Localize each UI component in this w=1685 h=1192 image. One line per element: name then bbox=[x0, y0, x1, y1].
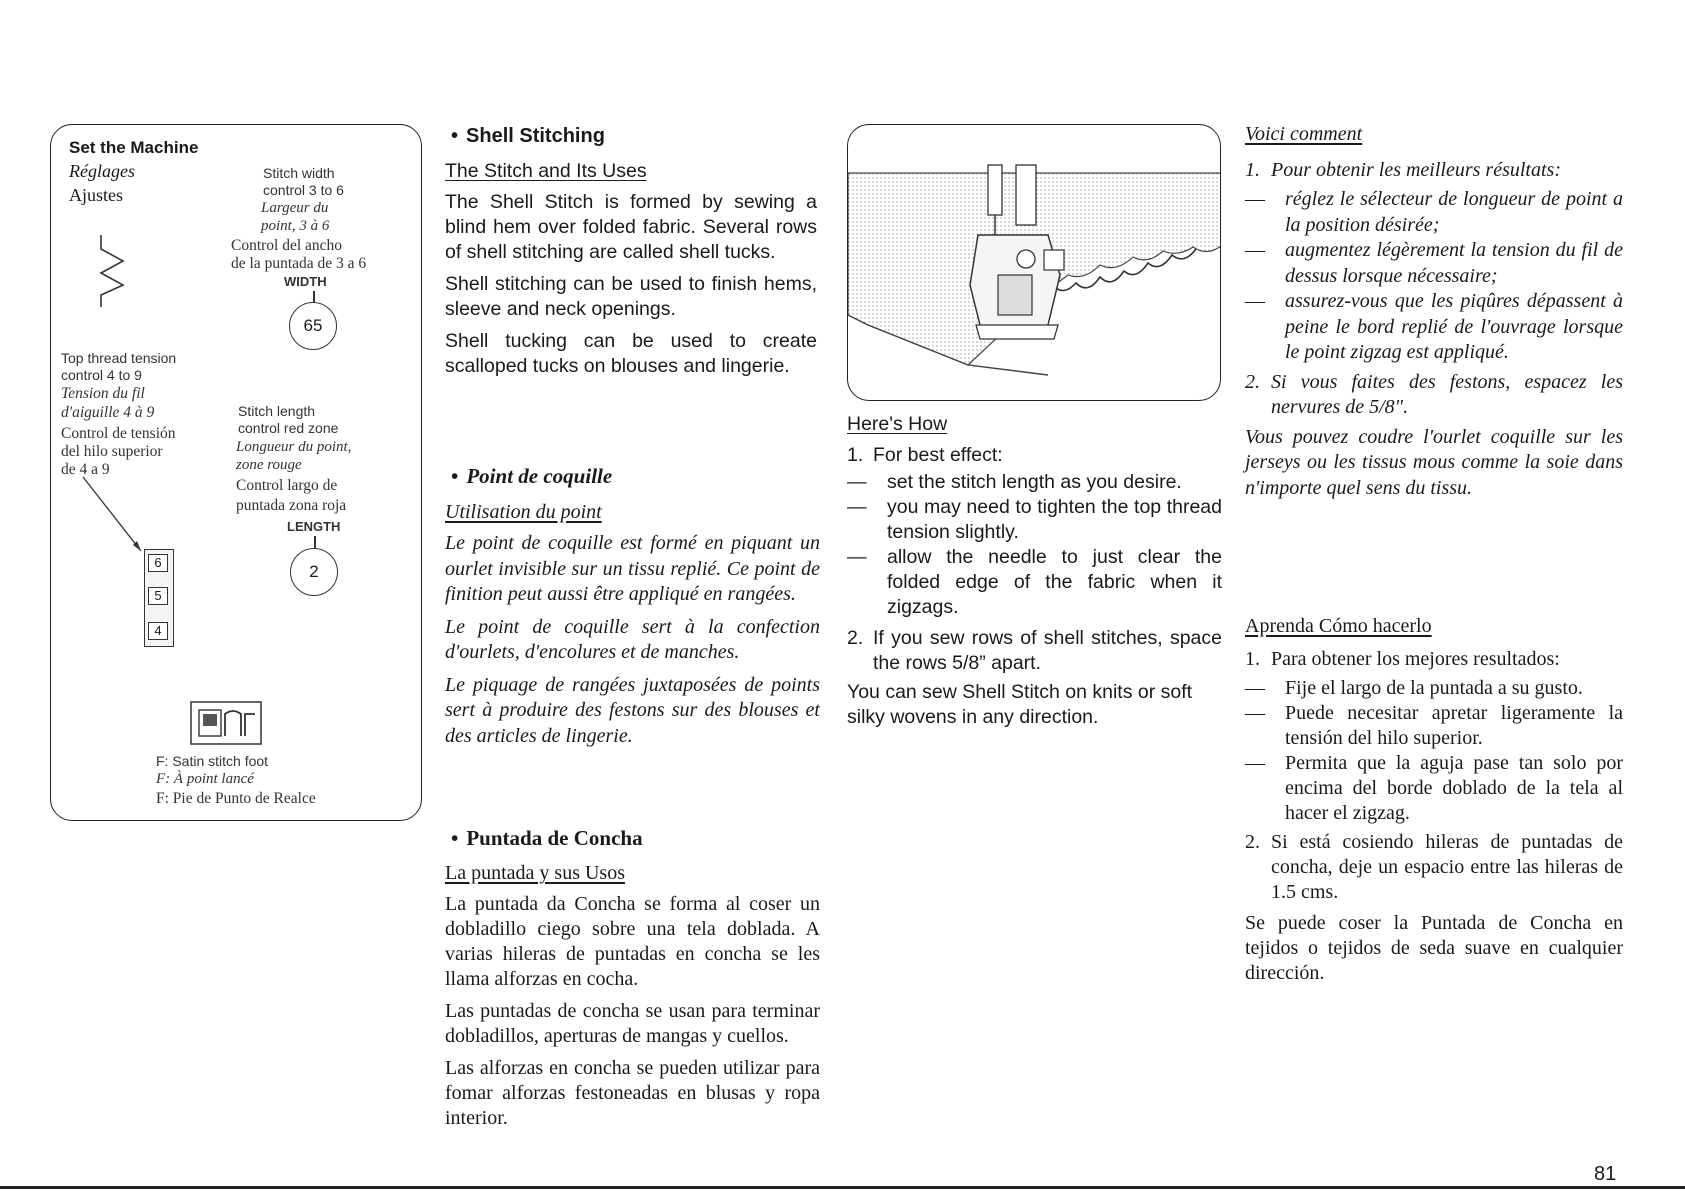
machine-settings-panel bbox=[50, 124, 422, 821]
english-dash-item: — set the stitch length as you desire. bbox=[847, 471, 1182, 493]
length-label-fr-2: zone rouge bbox=[236, 457, 302, 473]
french-step-2: 2. Si vous faites des festons, espacez les nervures de 5/8". bbox=[1245, 370, 1623, 418]
spanish-step-2: 2. Si está cosiendo hileras de puntadas de concha, deje un espacio entre las hileras de 1.5 cms. bbox=[1245, 831, 1623, 903]
french-steps-2 bbox=[1245, 370, 1623, 421]
tension-label-en-1: Top thread tension bbox=[61, 350, 177, 366]
length-label-en-2: control red zone bbox=[238, 420, 339, 436]
spanish-paragraph-3: Las alforzas en concha se pueden utilizar para fomar alforzas festoneadas en blusas y ropa interior. bbox=[445, 1057, 820, 1129]
satin-stitch-foot-icon bbox=[189, 700, 265, 748]
width-dial-label: WIDTH bbox=[284, 274, 327, 289]
tension-mark-5: 5 bbox=[148, 587, 168, 605]
spanish-dash-item: — Permita que la aguja pase tan solo por encima del borde doblado de la tela al hacer el zigzag. bbox=[1245, 752, 1623, 824]
french-heading: • Point de coquille bbox=[451, 464, 613, 488]
spanish-dash-item: — Fije el largo de la puntada a su gusto. bbox=[1245, 677, 1583, 699]
english-subheading: The Stitch and Its Uses bbox=[445, 160, 647, 182]
spanish-paragraph-2: Las puntadas de concha se usan para terminar dobladillos, aperturas de mangas y cuellos. bbox=[445, 1000, 820, 1047]
length-label-fr-1: Longueur du point, bbox=[236, 439, 352, 455]
english-heading: • Shell Stitching bbox=[451, 125, 605, 147]
english-steps bbox=[847, 443, 1222, 468]
english-paragraph-2: Shell stitching can be used to finish hems, sleeve and neck openings. bbox=[445, 273, 817, 320]
width-label-es-2: de la puntada de 3 a 6 bbox=[231, 255, 367, 272]
french-dash-item: — assurez-vous que les piqûres dépassent à peine le bord replié de l'ouvrage lorsque le point zigzag est appliqué. bbox=[1245, 290, 1623, 363]
english-dash-item: — you may need to tighten the top thread tension slightly. bbox=[847, 496, 1222, 543]
tension-label-fr-2: d'aiguille 4 à 9 bbox=[61, 404, 155, 421]
length-dial-value: 2 bbox=[309, 562, 319, 581]
spanish-steps bbox=[1245, 647, 1623, 672]
width-label-en-2: control 3 to 6 bbox=[263, 182, 344, 198]
french-dash-item: — réglez le sélecteur de longueur de point a la position désirée; bbox=[1245, 188, 1623, 236]
zigzag-stitch-icon bbox=[95, 235, 135, 307]
tension-label-en-2: control 4 to 9 bbox=[61, 367, 142, 383]
french-paragraph-2: Le point de coquille sert à la confection d'ourlets, d'encolures et de manches. bbox=[445, 615, 820, 663]
tension-dial-strip bbox=[144, 549, 174, 647]
length-label-es-1: Control largo de bbox=[236, 477, 338, 494]
length-label-es-2: puntada zona roja bbox=[236, 497, 347, 514]
spanish-heading: • Puntada de Concha bbox=[451, 826, 643, 850]
spanish-steps-2 bbox=[1245, 830, 1623, 905]
english-paragraph-1: The Shell Stitch is formed by sewing a blind hem over folded fabric. Several rows of shell stitching are called shell tucks. bbox=[445, 191, 817, 263]
spanish-howto-heading: Aprenda Cómo hacerlo bbox=[1245, 615, 1432, 637]
length-label-en-1: Stitch length bbox=[238, 403, 316, 419]
spanish-paragraph-1: La puntada da Concha se forma al coser un dobladillo ciego sobre una tela doblada. A varias hileras de puntadas en concha se les llama alforzas en cocha. bbox=[445, 893, 820, 990]
french-paragraph-3: Le piquage de rangées juxtaposées de points sert à produire des festons sur des blouses et des articles de lingerie. bbox=[445, 673, 820, 747]
french-section bbox=[445, 464, 820, 749]
foot-label-en: F: Satin stitch foot bbox=[156, 753, 269, 769]
width-label-fr-2: point, 3 à 6 bbox=[261, 218, 330, 234]
english-howto-heading: Here's How bbox=[847, 413, 948, 435]
french-step-1: 1. Pour obtenir les meilleurs résultats: bbox=[1245, 158, 1561, 181]
english-dash-item: — allow the needle to just clear the folded edge of the fabric when it zigzags. bbox=[847, 546, 1222, 618]
width-dial bbox=[289, 302, 337, 350]
spanish-section bbox=[445, 826, 820, 1131]
tension-label-es-2: del hilo superior bbox=[61, 443, 163, 460]
tension-mark-4: 4 bbox=[148, 622, 168, 640]
panel-title: Set the Machine bbox=[69, 138, 199, 157]
tension-label-es-3: de 4 a 9 bbox=[61, 461, 110, 478]
bullet-icon: • bbox=[451, 125, 459, 147]
width-label-fr-1: Largeur du bbox=[261, 200, 329, 216]
english-final-note: You can sew Shell Stitch on knits or soft silky wovens in any direction. bbox=[847, 681, 1193, 728]
english-howto bbox=[847, 412, 1222, 730]
length-dial-label: LENGTH bbox=[287, 519, 341, 534]
english-step-2: 2. If you sew rows of shell stitches, space the rows 5/8” apart. bbox=[847, 627, 1222, 674]
french-final-note: Vous pouvez coudre l'ourlet coquille sur les jerseys ou les tissus mous comme la soie dans n'importe quel sens du tissu. bbox=[1245, 425, 1623, 499]
width-label-es-1: Control del ancho bbox=[231, 237, 343, 254]
foot-label-fr: F: À point lancé bbox=[156, 771, 254, 787]
french-dash-list bbox=[1245, 187, 1623, 366]
english-step-1: 1. For best effect: bbox=[847, 444, 1003, 466]
sewing-foot-drawing bbox=[848, 125, 1221, 401]
english-steps-2 bbox=[847, 626, 1222, 676]
spanish-step-1: 1. Para obtener los mejores resultados: bbox=[1245, 648, 1560, 670]
tension-label-fr-1: Tension du fil bbox=[61, 385, 145, 402]
spanish-dash-list bbox=[1245, 676, 1623, 826]
english-paragraph-3: Shell tucking can be used to create scalloped tucks on blouses and lingerie. bbox=[445, 330, 817, 377]
bottom-rule bbox=[0, 1186, 1685, 1189]
spanish-dash-item: — Puede necesitar apretar ligeramente la tensión del hilo superior. bbox=[1245, 702, 1623, 749]
width-label-en-1: Stitch width bbox=[263, 165, 335, 181]
tension-mark-6: 6 bbox=[148, 554, 168, 572]
page-number: 81 bbox=[1594, 1163, 1617, 1185]
bullet-icon: • bbox=[451, 464, 459, 488]
spanish-subheading: La puntada y sus Usos bbox=[445, 862, 625, 884]
french-subheading: Utilisation du point bbox=[445, 500, 602, 523]
length-dial bbox=[290, 548, 338, 596]
presser-foot-illustration bbox=[847, 124, 1221, 401]
french-dash-item: — augmentez légèrement la tension du fil de dessus lorsque nécessaire; bbox=[1245, 239, 1623, 287]
french-howto bbox=[1245, 122, 1623, 501]
width-dial-value: 65 bbox=[303, 316, 323, 335]
french-steps bbox=[1245, 158, 1623, 184]
french-paragraph-1: Le point de coquille est formé en piquant un ourlet invisible sur un tissu replié. Ce point de finition peut aussi être appliqué en rangées. bbox=[445, 532, 820, 605]
french-howto-heading: Voici comment bbox=[1245, 123, 1363, 145]
panel-title-fr: Réglages bbox=[69, 161, 135, 181]
length-dial-pointer bbox=[314, 536, 316, 548]
foot-label-es: F: Pie de Punto de Realce bbox=[156, 790, 316, 807]
english-dash-list bbox=[847, 470, 1222, 620]
spanish-final-note: Se puede coser la Puntada de Concha en tejidos o tejidos de seda suave en cualquier dirección. bbox=[1245, 912, 1623, 984]
english-section bbox=[445, 124, 817, 379]
panel-title-es: Ajustes bbox=[69, 185, 123, 205]
bullet-icon: • bbox=[451, 826, 459, 850]
spanish-howto bbox=[1245, 614, 1623, 986]
tension-label-es-1: Control de tensión bbox=[61, 425, 176, 442]
